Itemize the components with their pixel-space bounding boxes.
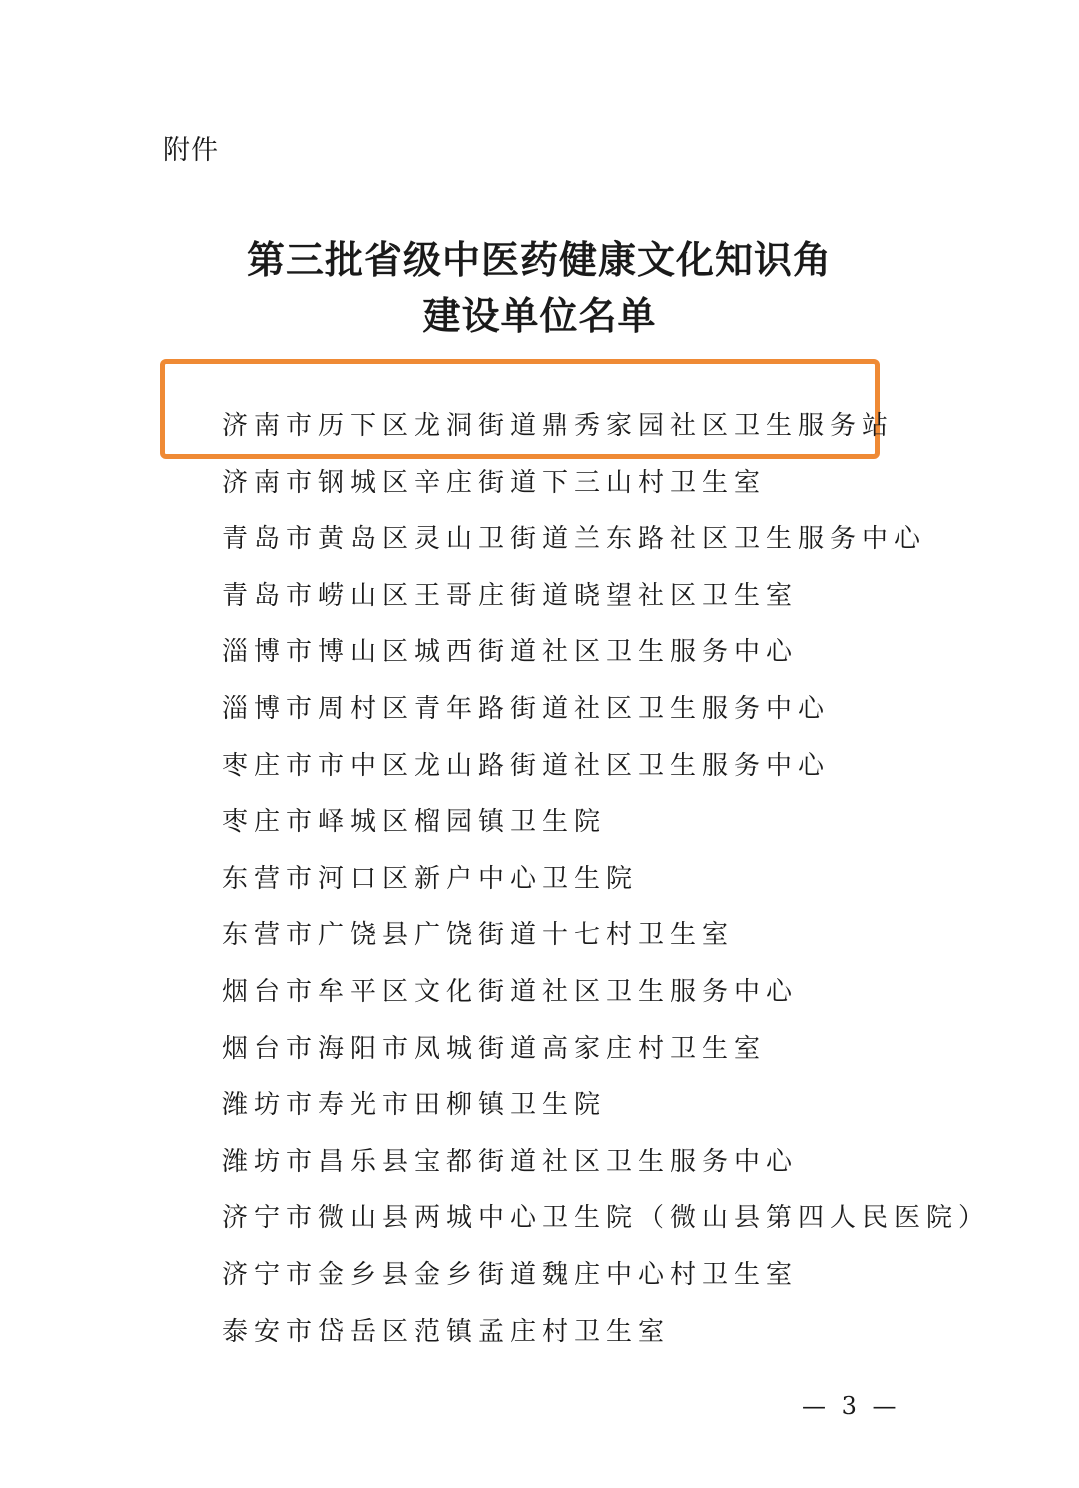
list-item: 淄博市博山区城西街道社区卫生服务中心: [222, 637, 799, 668]
list-item: 泰安市岱岳区范镇孟庄村卫生室: [222, 1316, 671, 1347]
list-item: 东营市河口区新户中心卫生院: [222, 863, 639, 894]
list-item: 济宁市金乡县金乡街道魏庄中心村卫生室: [222, 1259, 799, 1290]
attachment-label: 附件: [163, 135, 219, 166]
list-item: 烟台市牟平区文化街道社区卫生服务中心: [222, 976, 799, 1007]
unit-list: [222, 398, 990, 1360]
title-line-2: 建设单位名单: [422, 293, 657, 338]
list-item: 淄博市周村区青年路街道社区卫生服务中心: [222, 693, 831, 724]
page-number: — 3 —: [802, 1392, 901, 1420]
list-item: 青岛市黄岛区灵山卫街道兰东路社区卫生服务中心: [222, 524, 927, 555]
list-item: 青岛市崂山区王哥庄街道晓望社区卫生室: [222, 580, 799, 611]
list-item: 烟台市海阳市凤城街道高家庄村卫生室: [222, 1033, 767, 1064]
list-item: 东营市广饶县广饶街道十七村卫生室: [222, 920, 735, 951]
list-item: 枣庄市市中区龙山路街道社区卫生服务中心: [222, 750, 831, 781]
list-item: 潍坊市昌乐县宝都街道社区卫生服务中心: [222, 1146, 799, 1177]
list-item: 济宁市微山县两城中心卫生院（微山县第四人民医院）: [222, 1203, 991, 1234]
list-item: 潍坊市寿光市田柳镇卫生院: [222, 1090, 607, 1121]
title-line-1: 第三批省级中医药健康文化知识角: [246, 237, 832, 282]
list-item: 济南市钢城区辛庄街道下三山村卫生室: [222, 467, 767, 498]
list-item: 济南市历下区龙洞街道鼎秀家园社区卫生服务站: [222, 411, 895, 441]
list-item: 枣庄市峄城区榴园镇卫生院: [222, 807, 607, 838]
document-title: [0, 232, 1079, 344]
